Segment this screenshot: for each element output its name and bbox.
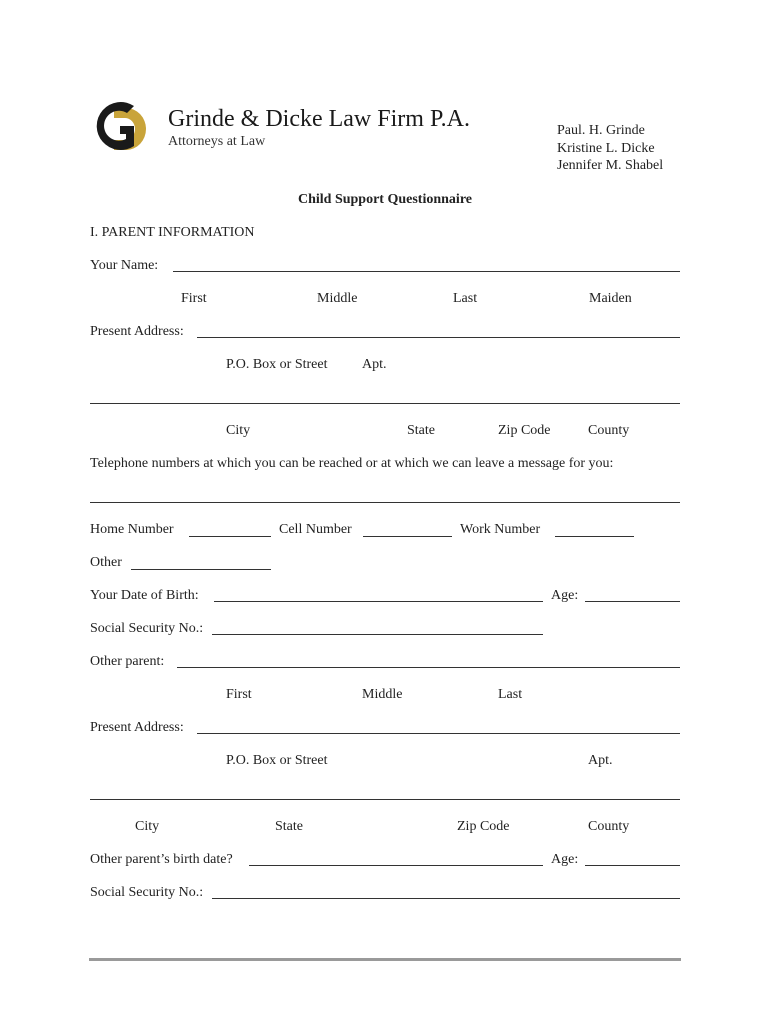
work-number-field[interactable]	[555, 536, 634, 537]
dob-field[interactable]	[214, 601, 543, 602]
other-parent-last-caption: Last	[498, 687, 523, 702]
other-parent-first-caption: First	[226, 687, 252, 702]
other-address-zip-caption: Zip Code	[457, 819, 510, 834]
dob-label: Your Date of Birth:	[90, 588, 199, 603]
other-number-label: Other	[90, 555, 122, 570]
other-address-line2-field[interactable]	[90, 799, 680, 800]
phone-message-field[interactable]	[90, 502, 680, 503]
firm-name: Grinde & Dicke Law Firm P.A.	[168, 106, 470, 132]
age-label: Age:	[551, 588, 579, 603]
form-title: Child Support Questionnaire	[297, 192, 472, 207]
address-street-caption: P.O. Box or Street	[226, 357, 328, 372]
address-zip-caption: Zip Code	[498, 423, 551, 438]
other-dob-label: Other parent’s birth date?	[90, 852, 233, 867]
other-address-apt-caption: Apt.	[588, 753, 613, 768]
other-address-street-caption: P.O. Box or Street	[226, 753, 328, 768]
address-state-caption: State	[407, 423, 435, 438]
other-parent-middle-caption: Middle	[362, 687, 403, 702]
partner-name: Jennifer M. Shabel	[557, 158, 664, 173]
present-address-field[interactable]	[197, 337, 680, 338]
other-address-city-caption: City	[135, 819, 160, 834]
your-name-field[interactable]	[173, 271, 680, 272]
partner-name: Paul. H. Grinde	[557, 123, 645, 138]
other-dob-field[interactable]	[249, 865, 543, 866]
other-age-label: Age:	[551, 852, 579, 867]
other-ssn-field[interactable]	[212, 898, 680, 899]
home-number-label: Home Number	[90, 522, 174, 537]
phone-intro: Telephone numbers at which you can be reached or at which we can leave a message for you:	[90, 456, 614, 471]
cell-number-label: Cell Number	[279, 522, 352, 537]
other-parent-address-field[interactable]	[197, 733, 680, 734]
firm-logo	[94, 96, 152, 156]
name-part-maiden: Maiden	[589, 291, 632, 306]
address-county-caption: County	[588, 423, 630, 438]
ssn-field[interactable]	[212, 634, 543, 635]
present-address-label: Present Address:	[90, 324, 184, 339]
other-number-field[interactable]	[131, 569, 271, 570]
other-parent-address-label: Present Address:	[90, 720, 184, 735]
cell-number-field[interactable]	[363, 536, 452, 537]
section-heading: I. PARENT INFORMATION	[90, 225, 255, 240]
ssn-label: Social Security No.:	[90, 621, 204, 636]
address-line2-field[interactable]	[90, 403, 680, 404]
partner-list	[557, 122, 663, 175]
other-age-field[interactable]	[585, 865, 680, 866]
work-number-label: Work Number	[460, 522, 541, 537]
name-part-middle: Middle	[317, 291, 358, 306]
other-parent-label: Other parent:	[90, 654, 165, 669]
address-city-caption: City	[226, 423, 251, 438]
other-address-state-caption: State	[275, 819, 303, 834]
partner-name: Kristine L. Dicke	[557, 140, 655, 156]
firm-subtitle: Attorneys at Law	[168, 134, 266, 149]
name-part-first: First	[181, 291, 207, 306]
home-number-field[interactable]	[189, 536, 271, 537]
other-parent-name-field[interactable]	[177, 667, 680, 668]
age-field[interactable]	[585, 601, 680, 602]
name-part-last: Last	[453, 291, 478, 306]
footer-divider	[89, 958, 681, 961]
your-name-label: Your Name:	[90, 258, 159, 273]
other-ssn-label: Social Security No.:	[90, 885, 204, 900]
address-apt-caption: Apt.	[362, 357, 387, 372]
other-address-county-caption: County	[588, 819, 630, 834]
